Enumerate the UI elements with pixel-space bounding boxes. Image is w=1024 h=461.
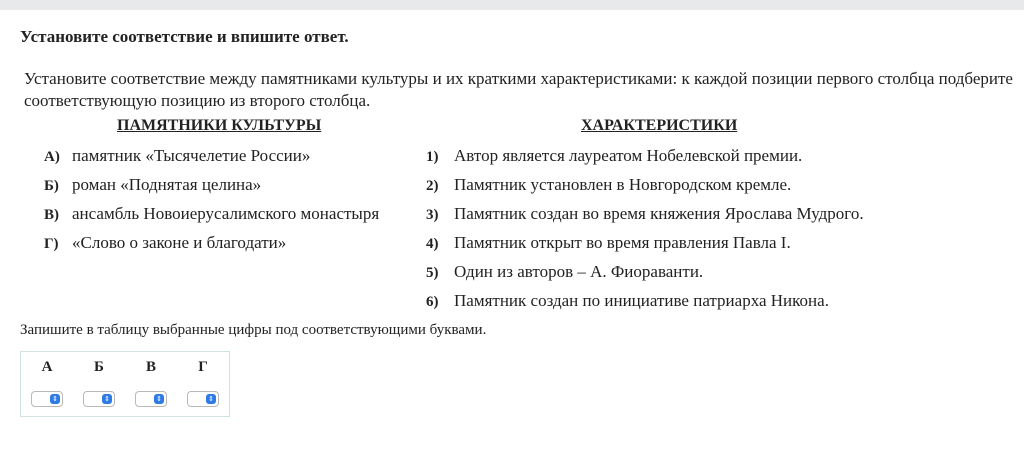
right-column-header: ХАРАКТЕРИСТИКИ bbox=[581, 117, 738, 134]
right-item-text: Автор является лауреатом Нобелевской премии. bbox=[454, 146, 803, 165]
task-title: Установите соответствие и впишите ответ. bbox=[20, 27, 349, 46]
right-item-text: Памятник открыт во время правления Павла I. bbox=[454, 233, 791, 252]
right-item-text: Памятник установлен в Новгородском кремле. bbox=[454, 175, 792, 194]
task-intro: Установите соответствие между памятниками культуры и их краткими характеристиками: к каждой позиции первого столбца подберите соответствующую позицию из второго столбца. bbox=[24, 69, 1013, 110]
right-item-4 bbox=[426, 233, 791, 254]
left-item-key: Г) bbox=[44, 236, 59, 252]
right-item-text: Один из авторов – А. Фиораванти. bbox=[454, 262, 704, 281]
top-bar bbox=[0, 0, 1024, 10]
updown-arrows-icon: ⇕ bbox=[154, 394, 164, 404]
right-item-6 bbox=[426, 291, 829, 312]
left-item-text: памятник «Тысячелетие России» bbox=[72, 146, 311, 165]
answer-select-b[interactable] bbox=[83, 391, 115, 407]
updown-arrows-icon: ⇕ bbox=[206, 394, 216, 404]
left-item-text: роман «Поднятая целина» bbox=[72, 175, 262, 194]
left-item-g bbox=[44, 233, 286, 254]
left-item-key: Б) bbox=[44, 178, 59, 194]
answer-select-a[interactable] bbox=[31, 391, 63, 407]
left-item-key: В) bbox=[44, 207, 59, 223]
answer-select-v[interactable] bbox=[135, 391, 167, 407]
answer-col-g-header: Г bbox=[177, 352, 230, 383]
right-item-key: 1) bbox=[426, 149, 439, 165]
updown-arrows-icon: ⇕ bbox=[50, 394, 60, 404]
updown-arrows-icon: ⇕ bbox=[102, 394, 112, 404]
answer-select-g[interactable] bbox=[187, 391, 219, 407]
answer-cell-g bbox=[177, 382, 230, 417]
right-item-key: 3) bbox=[426, 207, 439, 223]
right-item-key: 5) bbox=[426, 265, 439, 281]
answer-cell-a bbox=[21, 382, 74, 417]
answer-cell-v bbox=[125, 382, 177, 417]
left-column-header: ПАМЯТНИКИ КУЛЬТУРЫ bbox=[117, 117, 322, 134]
answer-cell-b bbox=[73, 382, 125, 417]
right-item-1 bbox=[426, 146, 802, 167]
answer-col-a-header: А bbox=[21, 352, 74, 383]
left-item-b bbox=[44, 175, 261, 196]
right-item-2 bbox=[426, 175, 791, 196]
answer-col-b-header: Б bbox=[73, 352, 125, 383]
right-item-key: 2) bbox=[426, 178, 439, 194]
right-item-text: Памятник создан по инициативе патриарха Никона. bbox=[454, 291, 829, 310]
answer-instruction: Запишите в таблицу выбранные цифры под соответствующими буквами. bbox=[20, 322, 487, 338]
left-item-text: «Слово о законе и благодати» bbox=[72, 233, 287, 252]
answer-table bbox=[20, 351, 230, 417]
left-item-text: ансамбль Новоиерусалимского монастыря bbox=[72, 204, 380, 223]
right-item-3 bbox=[426, 204, 864, 225]
right-item-text: Памятник создан во время княжения Ярослава Мудрого. bbox=[454, 204, 864, 223]
right-item-5 bbox=[426, 262, 703, 283]
right-item-key: 6) bbox=[426, 294, 439, 310]
left-item-v bbox=[44, 204, 379, 225]
left-item-a bbox=[44, 146, 310, 167]
left-item-key: А) bbox=[44, 149, 60, 165]
right-item-key: 4) bbox=[426, 236, 439, 252]
answer-col-v-header: В bbox=[125, 352, 177, 383]
